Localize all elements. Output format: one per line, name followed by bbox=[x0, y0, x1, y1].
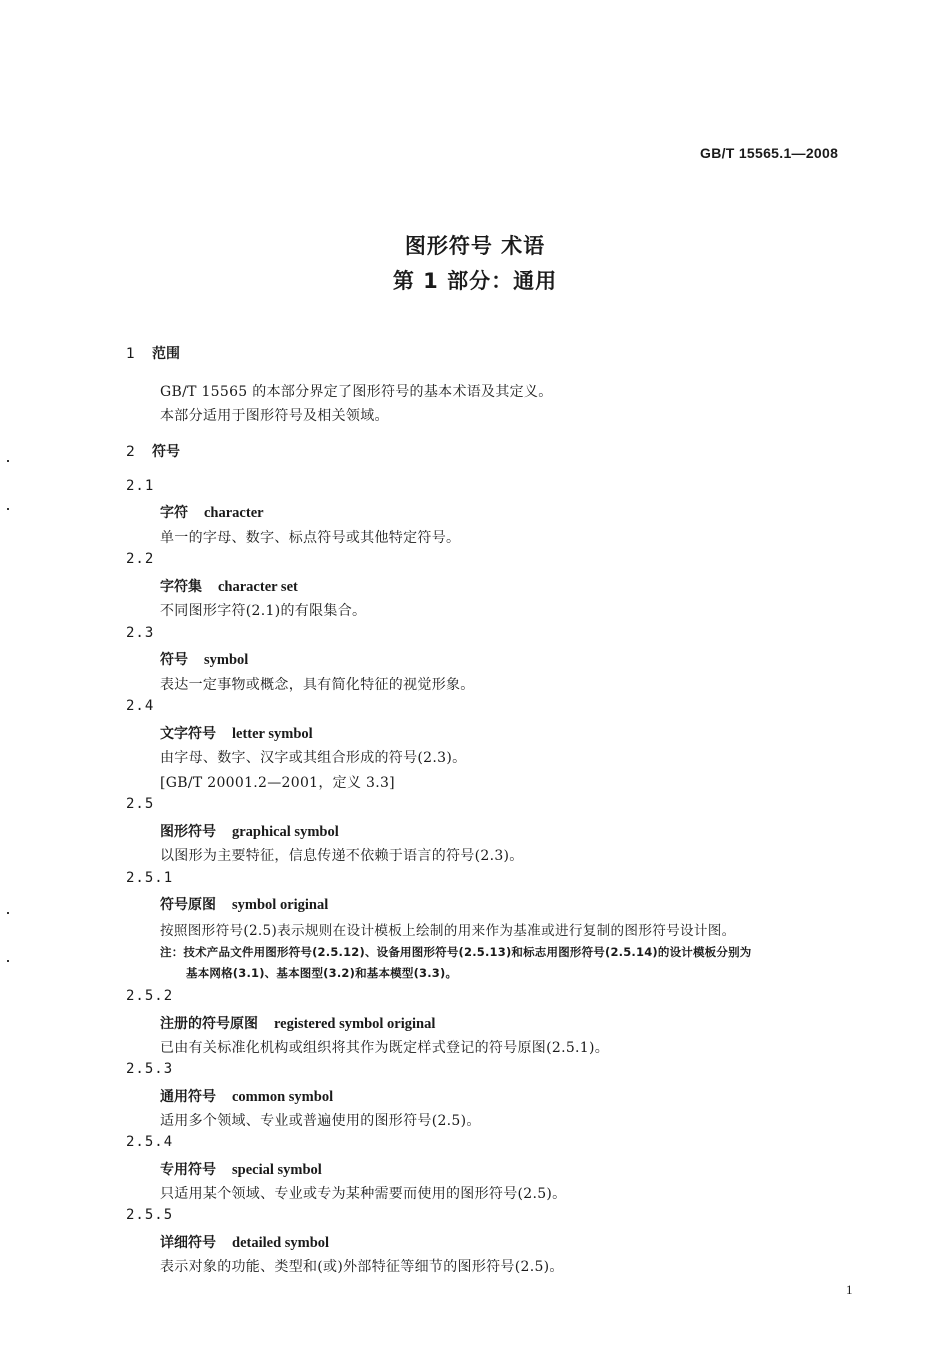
term-heading bbox=[160, 821, 339, 841]
scan-mark bbox=[7, 460, 9, 462]
term-en: character bbox=[204, 505, 264, 521]
term-en: letter symbol bbox=[232, 726, 313, 742]
section-2-heading bbox=[126, 441, 180, 461]
scan-mark bbox=[7, 960, 9, 962]
term-definition: 表达一定事物或概念，具有简化特征的视觉形象。 bbox=[160, 677, 475, 693]
entry-number: 2.3 bbox=[126, 625, 155, 641]
scope-paragraph-1: GB/T 15565 的本部分界定了图形符号的基本术语及其定义。 bbox=[160, 384, 553, 400]
term-cn: 图形符号 bbox=[160, 824, 216, 840]
term-definition: 以图形为主要特征，信息传递不依赖于语言的符号(2.3)。 bbox=[160, 848, 524, 864]
scan-mark bbox=[7, 508, 9, 510]
section-number: 2 bbox=[126, 444, 135, 460]
term-definition: 按照图形符号(2.5)表示规则在设计模板上绘制的用来作为基准或进行复制的图形符号设计图。 bbox=[160, 923, 736, 939]
doc-subtitle: 第 1 部分：通用 bbox=[392, 269, 558, 293]
term-note-line-1: 注：技术产品文件用图形符号(2.5.12)、设备用图形符号(2.5.13)和标志用图形符号(2.5.14)的设计模板分别为 bbox=[160, 945, 752, 959]
term-en: symbol original bbox=[232, 897, 329, 913]
entry-number: 2.5.2 bbox=[126, 988, 174, 1004]
scope-paragraph-2: 本部分适用于图形符号及相关领域。 bbox=[160, 408, 389, 424]
term-definition: 表示对象的功能、类型和(或)外部特征等细节的图形符号(2.5)。 bbox=[160, 1259, 564, 1275]
term-en: special symbol bbox=[232, 1162, 322, 1178]
term-cn: 专用符号 bbox=[160, 1162, 216, 1178]
term-heading bbox=[160, 1232, 329, 1252]
term-definition: 由字母、数字、汉字或其组合形成的符号(2.3)。 bbox=[160, 750, 467, 766]
term-heading bbox=[160, 649, 248, 669]
term-heading bbox=[160, 723, 313, 743]
scan-mark bbox=[7, 912, 9, 914]
term-definition: 只适用某个领域、专业或专为某种需要而使用的图形符号(2.5)。 bbox=[160, 1186, 567, 1202]
term-cn: 注册的符号原图 bbox=[160, 1016, 258, 1032]
entry-number: 2.4 bbox=[126, 698, 155, 714]
entry-number: 2.5.5 bbox=[126, 1207, 174, 1223]
term-cn: 文字符号 bbox=[160, 726, 216, 742]
term-definition: 单一的字母、数字、标点符号或其他特定符号。 bbox=[160, 530, 461, 546]
entry-number: 2.5.1 bbox=[126, 870, 174, 886]
section-1-heading bbox=[126, 343, 180, 363]
page-number: 1 bbox=[846, 1282, 853, 1297]
entry-number: 2.5 bbox=[126, 796, 155, 812]
section-number: 1 bbox=[126, 346, 135, 362]
term-cn: 符号 bbox=[160, 652, 188, 668]
term-heading bbox=[160, 1159, 322, 1179]
entry-number: 2.5.3 bbox=[126, 1061, 174, 1077]
term-heading bbox=[160, 502, 264, 522]
term-en: common symbol bbox=[232, 1089, 334, 1105]
doc-title: 图形符号 术语 bbox=[404, 234, 546, 258]
standard-code: GB/T 15565.1—2008 bbox=[700, 145, 839, 161]
term-en: registered symbol original bbox=[274, 1016, 436, 1032]
term-cn: 字符 bbox=[160, 505, 188, 521]
term-en: detailed symbol bbox=[232, 1235, 330, 1251]
term-heading bbox=[160, 576, 298, 596]
term-definition: 已由有关标准化机构或组织将其作为既定样式登记的符号原图(2.5.1)。 bbox=[160, 1040, 610, 1056]
term-cn: 字符集 bbox=[160, 579, 202, 595]
term-reference: [GB/T 20001.2—2001，定义 3.3] bbox=[160, 775, 395, 791]
term-en: character set bbox=[218, 579, 298, 595]
section-label: 符号 bbox=[152, 444, 180, 460]
term-en: graphical symbol bbox=[232, 824, 339, 840]
term-definition: 不同图形字符(2.1)的有限集合。 bbox=[160, 603, 367, 619]
term-heading bbox=[160, 894, 328, 914]
term-heading bbox=[160, 1086, 333, 1106]
entry-number: 2.1 bbox=[126, 478, 155, 494]
term-en: symbol bbox=[204, 652, 249, 668]
term-cn: 通用符号 bbox=[160, 1089, 216, 1105]
term-note-line-2: 基本网格(3.1)、基本图型(3.2)和基本模型(3.3)。 bbox=[186, 966, 458, 980]
term-definition: 适用多个领域、专业或普遍使用的图形符号(2.5)。 bbox=[160, 1113, 481, 1129]
term-cn: 详细符号 bbox=[160, 1235, 216, 1251]
entry-number: 2.5.4 bbox=[126, 1134, 174, 1150]
term-heading bbox=[160, 1013, 435, 1033]
term-cn: 符号原图 bbox=[160, 897, 216, 913]
entry-number: 2.2 bbox=[126, 551, 155, 567]
section-label: 范围 bbox=[152, 346, 180, 362]
